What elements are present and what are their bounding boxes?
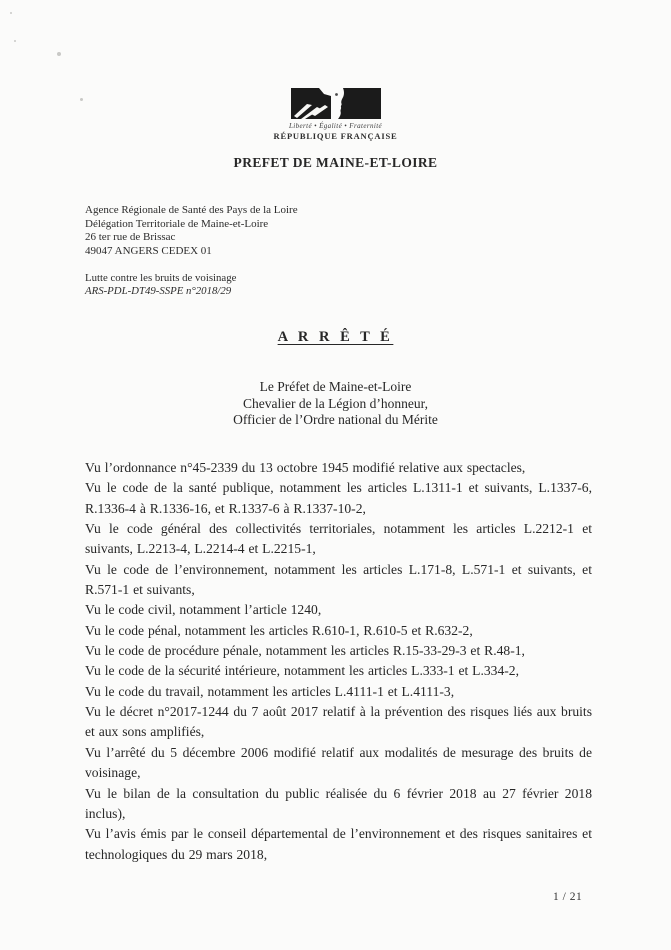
- agency-line: 49047 ANGERS CEDEX 01: [85, 244, 212, 257]
- agency-line: 26 ter rue de Brissac: [85, 231, 176, 244]
- logo-republic-name: RÉPUBLIQUE FRANÇAISE: [273, 131, 398, 141]
- vu-paragraph: Vu le code général des collectivités territoriales, notamment les articles L.2212-1 et suivants, L.2213-4, L.2214-4 et L.2215-1,: [85, 521, 592, 557]
- scan-speck: [10, 12, 12, 14]
- scan-speck: [57, 52, 61, 56]
- logo-motto: Liberté • Égalité • Fraternité: [288, 122, 383, 130]
- issuer-line: Chevalier de la Légion d’honneur,: [242, 395, 429, 411]
- vu-paragraph: Vu l’avis émis par le conseil départemental de l’environnement et des risques sanitaires et technologiques du 29 mars 2018,: [85, 826, 592, 862]
- marianne-logo-icon: [291, 88, 381, 120]
- vu-paragraph: Vu le code de procédure pénale, notamment les articles R.15-33-29-3 et R.48-1,: [85, 643, 525, 659]
- issuer-line: Officier de l’Ordre national du Mérite: [233, 412, 438, 427]
- vu-paragraph: Vu l’ordonnance n°45-2339 du 13 octobre 1945 modifié relative aux spectacles,: [85, 460, 526, 475]
- vu-paragraph: Vu l’arrêté du 5 décembre 2006 modifié relatif aux modalités de mesurage des bruits de voisinage,: [85, 744, 592, 781]
- scan-speck: [14, 40, 16, 42]
- reference-number: ARS-PDL-DT49-SSPE n°2018/29: [85, 285, 232, 297]
- page-number: 1 / 21: [553, 891, 583, 903]
- vu-paragraph: Vu le code de la sécurité intérieure, notamment les articles L.333-1 et L.334-2,: [85, 663, 519, 679]
- republic-logo-block: [236, 88, 436, 141]
- vu-paragraph: Vu le décret n°2017-1244 du 7 août 2017 relatif à la prévention des risques liés aux bruits et aux sons amplifiés,: [85, 704, 592, 740]
- vu-paragraph: Vu le code civil, notamment l’article 1240,: [85, 602, 322, 618]
- body-text: [85, 458, 592, 865]
- issuer-block: [0, 379, 671, 429]
- vu-paragraph: Vu le code pénal, notamment les articles R.610-1, R.610-5 et R.632-2,: [85, 622, 473, 638]
- vu-paragraph: Vu le code de l’environnement, notamment les articles L.171-8, L.571-1 et suivants, et R.571-1 et suivants,: [85, 561, 592, 598]
- vu-paragraph: Vu le bilan de la consultation du public réalisée du 6 février 2018 au 27 février 2018 inclus),: [85, 785, 592, 821]
- vu-paragraph: Vu le code de la santé publique, notamment les articles L.1311-1 et suivants, L.1337-6, R.1336-4 à R.1336-16, et R.1337-6 à R.1337-10-2,: [85, 480, 592, 516]
- document-title: A R R Ê T É: [277, 329, 394, 345]
- issuer-line: Le Préfet de Maine-et-Loire: [259, 379, 412, 394]
- scan-speck: [80, 98, 83, 101]
- vu-paragraph: Vu le code du travail, notamment les articles L.4111-1 et L.4111-3,: [85, 683, 455, 699]
- subject-line: Lutte contre les bruits de voisinage: [85, 272, 237, 284]
- agency-address-block: [85, 204, 298, 258]
- agency-line: Délégation Territoriale de Maine-et-Loire: [85, 217, 269, 230]
- subject-block: [85, 272, 236, 298]
- prefect-title: PREFET DE MAINE-ET-LOIRE: [233, 155, 438, 170]
- agency-line: Agence Régionale de Santé des Pays de la Loire: [85, 204, 298, 216]
